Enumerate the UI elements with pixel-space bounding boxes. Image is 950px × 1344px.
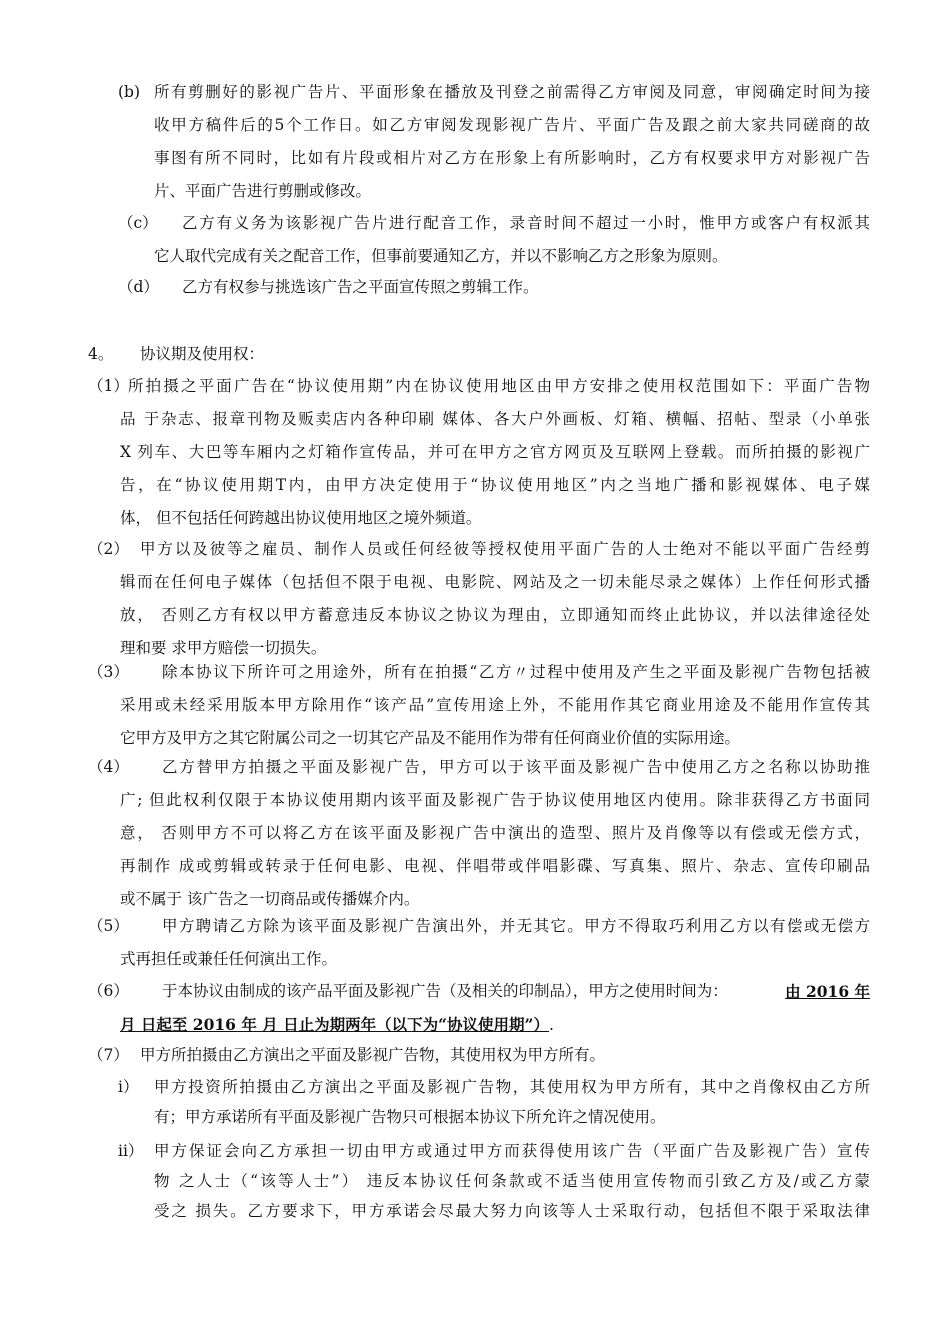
clause-line [120, 1008, 870, 1042]
clause-line: 甲方保证会向乙方承担一切由甲方或通过甲方而获得使用该广告（平面广告及影视广告）宣传 [154, 1142, 870, 1160]
clause-line: 物 之人士（“该等人士”） 违反本协议任何条款或不适当使用宣传物而引致乙方及/或乙方蒙 [154, 1172, 870, 1190]
term-intro-text: 于本协议由制成的该产品平面及影视广告（及相关的印制品），甲方之使用时间为： [162, 982, 728, 1000]
clause-line: 理和要 求甲方赔偿一切损失。 [120, 639, 327, 657]
clause-line: 片、平面广告进行剪删或修改。 [154, 182, 372, 200]
clause-label: （3） [88, 663, 129, 681]
clause-4-5 [88, 910, 870, 976]
clause-line: 收甲方稿件后的5个工作日。如乙方审阅发现影视广告片、平面广告及跟之前大家共同磋商的故 [154, 116, 870, 134]
clause-line: 所有剪删好的影视广告片、平面形象在播放及刊登之前需得乙方审阅及同意，审阅确定时间为接 [154, 83, 870, 101]
clause-label: （1） [88, 377, 129, 395]
clause-line: 或不属于 该广告之一切商品或传播媒介内。 [120, 890, 420, 908]
clause-4-6 [88, 975, 870, 1041]
clause-line: 意， 否则甲方不可以将乙方在该平面及影视广告中演出的造型、照片及肖像等以有偿或无偿方式， [120, 824, 870, 842]
clause-label: （4） [88, 758, 129, 776]
section-4-heading [88, 338, 388, 371]
clause-4-2 [88, 533, 870, 665]
clause-line: 甲方以及彼等之雇员、制作人员或任何经彼等授权使用平面广告的人士绝对不能以平面广告经剪 [140, 540, 870, 558]
clause-line: 辑而在任何电子媒体（包括但不限于电视、电影院、网站及之一切未能尽录之媒体）上作任何形式播 [120, 573, 870, 591]
clause-label: （2） [88, 540, 129, 558]
clause-line: 放， 否则乙方有权以甲方蓄意违反本协议之协议为理由，立即通知而终止此协议，并以法律途径处 [120, 606, 870, 624]
clause-label: （d） [118, 278, 159, 296]
clause-3c [118, 207, 870, 273]
section-number: 4。 [88, 345, 114, 363]
clause-line: 品 于杂志、报章刊物及贩卖店内各种印刷 媒体、各大户外画板、灯箱、横幅、招帖、型录（小单张 [120, 410, 870, 428]
clause-line: 甲方所拍摄由乙方演出之平面及影视广告物，其使用权为甲方所有。 [140, 1046, 606, 1064]
term-period-text: 月 日起至 2016 年 月 日止为期两年（以下为“协议使用期”） [120, 1015, 549, 1034]
clause-4-7 [88, 1040, 870, 1070]
clause-line: 它人取代完成有关之配音工作，但事前要通知乙方，并以不影响乙方之形象为原则。 [154, 247, 728, 265]
clause-label: (b) [118, 83, 141, 101]
clause-3d [118, 271, 870, 304]
subclause-label: ii） [118, 1142, 144, 1160]
clause-line: 乙方有权参与挑选该广告之平面宣传照之剪辑工作。 [182, 278, 539, 296]
clause-line: X 列车、大巴等车厢内之灯箱作宣传品，并可在甲方之官方网页及互联网上登载。而所拍摄的影视广 [120, 443, 870, 461]
clause-line: 告，在“协议使用期T内，由甲方决定使用于“协议使用地区”内之当地广播和影视媒体、电子媒 [120, 476, 870, 494]
clause-line: 它甲方及甲方之其它附属公司之一切其它产品及不能用作为带有任何商业价值的实际用途。 [120, 729, 741, 747]
clause-label: （7） [88, 1046, 129, 1064]
clause-4-3 [88, 656, 870, 755]
clause-line: 除本协议下所许可之用途外，所有在拍摄“乙方〃过程中使用及产生之平面及影视广告物包括被 [162, 663, 870, 681]
clause-line: 采用或未经采用版本甲方除用作“该产品”宣传用途上外，不能用作其它商业用途及不能用作宣传其 [120, 696, 870, 714]
clause-line: 受之 损失。乙方要求下，甲方承诺会尽最大努力向该等人士采取行动，包括但不限于采取法律 [154, 1202, 870, 1220]
clause-line: 有；甲方承诺所有平面及影视广告物只可根据本协议下所允许之情况使用。 [154, 1108, 666, 1126]
clause-4-1 [88, 370, 870, 535]
clause-line: 所拍摄之平面广告在“协议使用期”内在协议使用地区由甲方安排之使用权范围如下：平面广告物 [128, 377, 870, 395]
clause-label: （c） [118, 214, 158, 232]
clause-4-4 [88, 751, 870, 916]
clause-line: 甲方投资所拍摄由乙方演出之平面及影视广告物，其使用权为甲方所有，其中之肖像权由乙方所 [154, 1078, 870, 1096]
clause-line: 再制作 成或剪辑或转录于任何电影、电视、伴唱带或伴唱影碟、写真集、照片、杂志、宣传印刷品 [120, 857, 870, 875]
subclause-ii [118, 1136, 870, 1226]
subclause-i [118, 1072, 870, 1132]
subclause-label: i） [118, 1078, 139, 1096]
clause-label: （5） [88, 917, 129, 935]
clause-line: 式再担任或兼任任何演出工作。 [120, 950, 338, 968]
section-title: 协议期及使用权： [140, 345, 265, 363]
term-start-text: 由 2016 年 [785, 982, 870, 1001]
clause-line: 事图有所不同时，比如有片段或相片对乙方在形象上有所影响时，乙方有权要求甲方对影视广告 [154, 149, 870, 167]
clause-line: 乙方有义务为该影视广告片进行配音工作，录音时间不超过一小时，惟甲方或客户有权派其 [182, 214, 870, 232]
clause-label: （6） [88, 982, 129, 1000]
clause-line: 甲方聘请乙方除为该平面及影视广告演出外，并无其它。甲方不得取巧利用乙方以有偿或无偿方 [162, 917, 870, 935]
clause-line [162, 975, 870, 1008]
term-end-punct: . [548, 1016, 554, 1034]
clause-line: 体， 但不包括任何跨越出协议使用地区之境外频道。 [120, 509, 482, 527]
clause-line: 乙方替甲方拍摄之平面及影视广告，甲方可以于该平面及影视广告中使用乙方之名称以协助推 [162, 758, 870, 776]
clause-3b [118, 76, 870, 208]
clause-line: 广; 但此权利仅限于本协议使用期内该平面及影视广告于协议使用地区内使用。除非获得乙方书面同 [120, 791, 870, 809]
